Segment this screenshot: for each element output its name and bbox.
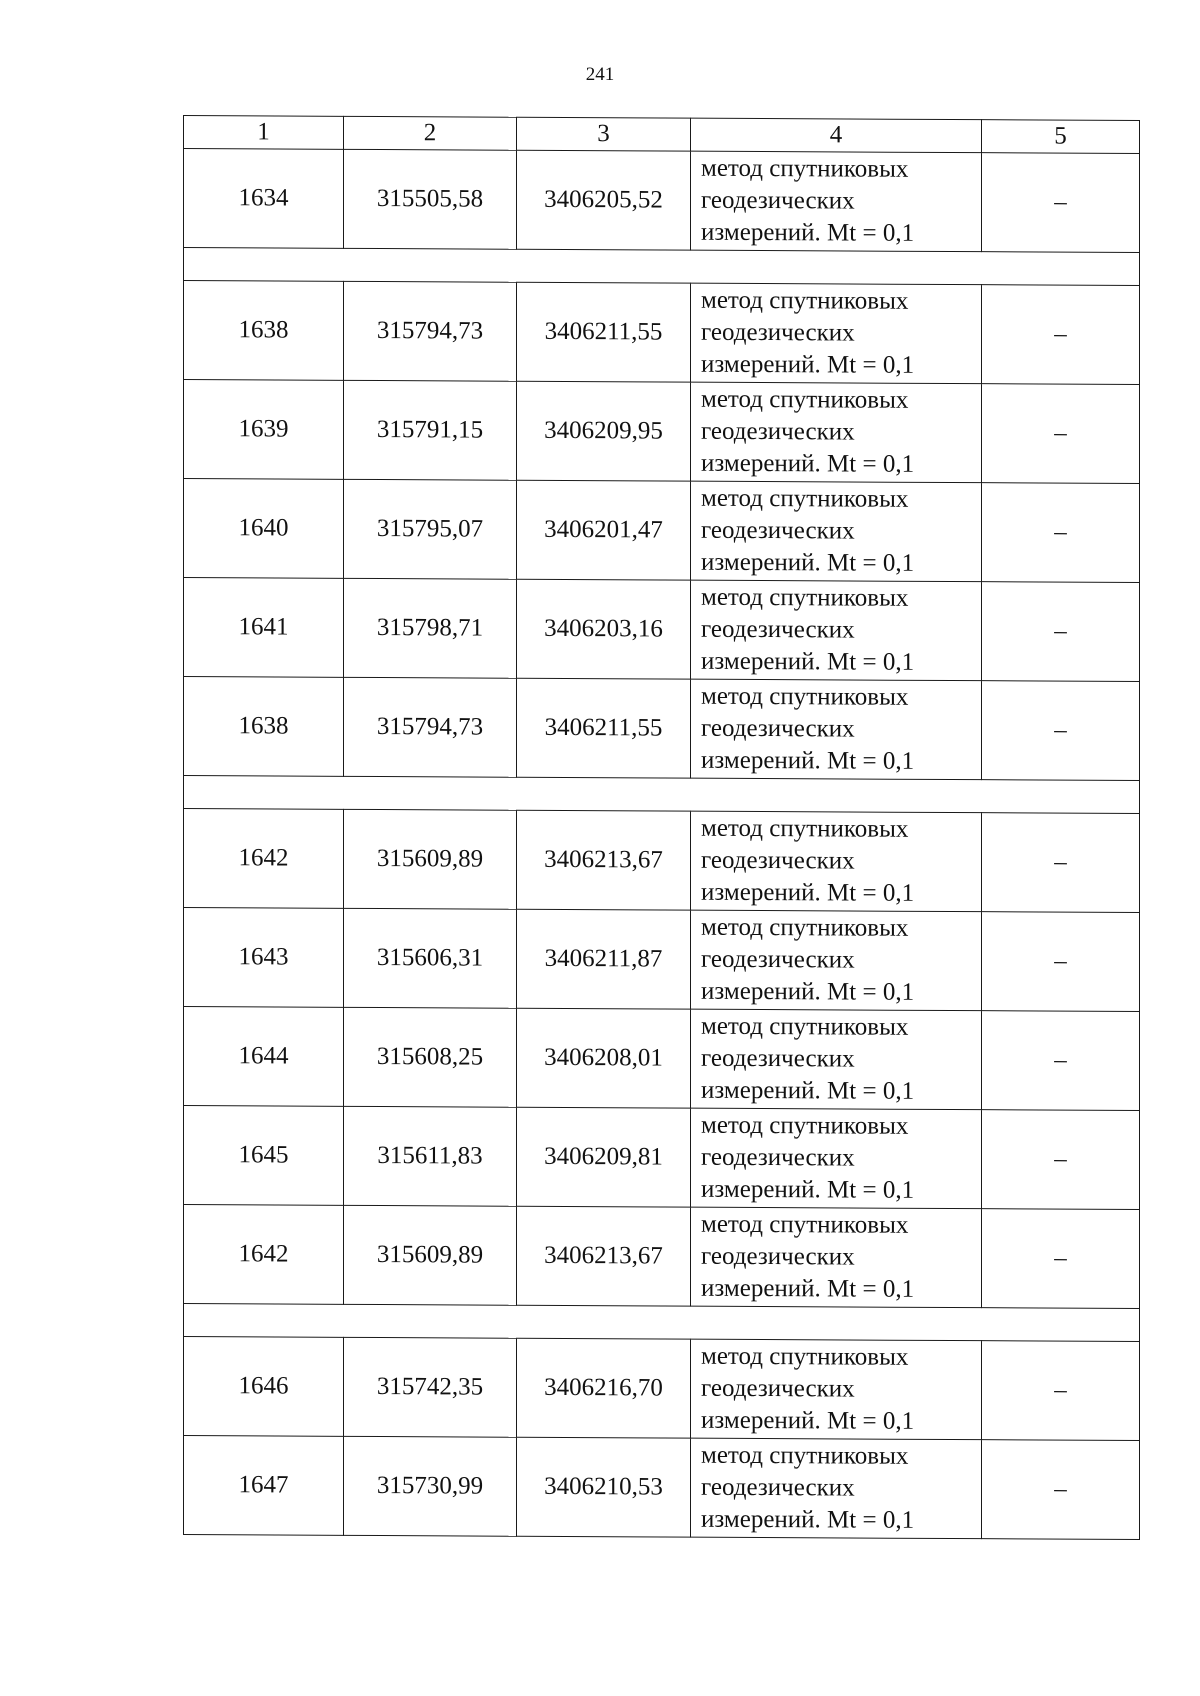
table-row [184, 380, 1140, 484]
point-number-cell: 1643 [184, 908, 344, 1008]
x-coordinate-cell: 315742,35 [344, 1337, 517, 1437]
method-line: измерений. Mt = 0,1 [701, 1175, 915, 1204]
x-coordinate-cell: 315505,58 [344, 149, 517, 249]
y-coordinate-cell: 3406211,55 [517, 282, 691, 382]
column-header: 5 [982, 120, 1140, 154]
method-cell [691, 580, 982, 681]
point-number-cell: 1634 [184, 149, 344, 249]
method-line: метод спутниковых [701, 814, 909, 843]
method-cell [691, 679, 982, 780]
y-coordinate-cell: 3406213,67 [517, 1206, 691, 1306]
method-line: измерений. Mt = 0,1 [701, 1505, 915, 1534]
x-coordinate-cell: 315730,99 [344, 1436, 517, 1536]
point-number-cell: 1646 [184, 1337, 344, 1437]
note-cell: – [982, 153, 1140, 253]
method-line: измерений. Mt = 0,1 [701, 218, 915, 247]
point-number-cell: 1642 [184, 1205, 344, 1305]
page-number: 241 [585, 64, 615, 85]
method-line: геодезических [701, 417, 855, 446]
coordinates-table [183, 115, 1140, 1540]
method-cell [691, 151, 982, 252]
note-cell: – [982, 1440, 1140, 1540]
method-line: измерений. Mt = 0,1 [701, 977, 915, 1006]
point-number-cell: 1642 [184, 809, 344, 909]
section-separator-row [184, 776, 1140, 814]
method-line: метод спутниковых [701, 913, 909, 942]
method-line: геодезических [701, 846, 855, 875]
method-line: геодезических [701, 1374, 855, 1403]
table-row [184, 908, 1140, 1012]
method-line: геодезических [701, 945, 855, 974]
table-row [184, 1106, 1140, 1210]
method-cell [691, 1207, 982, 1308]
table-row [184, 149, 1140, 253]
method-line: измерений. Mt = 0,1 [701, 1274, 915, 1303]
method-line: геодезических [701, 1143, 855, 1172]
table-body [184, 116, 1140, 1540]
point-number-cell: 1640 [184, 479, 344, 579]
method-line: метод спутниковых [701, 1210, 909, 1239]
x-coordinate-cell: 315609,89 [344, 809, 517, 909]
section-separator-row [184, 248, 1140, 286]
method-cell [691, 910, 982, 1011]
table-row [184, 1007, 1140, 1111]
note-cell: – [982, 1011, 1140, 1111]
method-line: измерений. Mt = 0,1 [701, 1406, 915, 1435]
table-row [184, 578, 1140, 682]
column-header: 2 [344, 116, 517, 150]
x-coordinate-cell: 315794,73 [344, 281, 517, 381]
point-number-cell: 1647 [184, 1436, 344, 1536]
method-cell [691, 382, 982, 483]
section-separator-row [184, 1304, 1140, 1342]
note-cell: – [982, 1209, 1140, 1309]
method-line: геодезических [701, 1473, 855, 1502]
method-line: измерений. Mt = 0,1 [701, 548, 915, 577]
method-line: метод спутниковых [701, 1441, 909, 1470]
y-coordinate-cell: 3406208,01 [517, 1008, 691, 1108]
method-line: измерений. Mt = 0,1 [701, 746, 915, 775]
method-line: метод спутниковых [701, 583, 909, 612]
point-number-cell: 1638 [184, 677, 344, 777]
method-line: измерений. Mt = 0,1 [701, 878, 915, 907]
method-line: геодезических [701, 1242, 855, 1271]
x-coordinate-cell: 315791,15 [344, 380, 517, 480]
y-coordinate-cell: 3406211,87 [517, 909, 691, 1009]
note-cell: – [982, 384, 1140, 484]
method-cell [691, 1339, 982, 1440]
method-cell [691, 1438, 982, 1539]
method-line: геодезических [701, 714, 855, 743]
y-coordinate-cell: 3406205,52 [517, 150, 691, 250]
method-line: геодезических [701, 516, 855, 545]
note-cell: – [982, 582, 1140, 682]
note-cell: – [982, 912, 1140, 1012]
table-row [184, 809, 1140, 913]
x-coordinate-cell: 315798,71 [344, 578, 517, 678]
method-line: метод спутниковых [701, 286, 909, 315]
x-coordinate-cell: 315794,73 [344, 677, 517, 777]
method-line: геодезических [701, 1044, 855, 1073]
point-number-cell: 1644 [184, 1007, 344, 1107]
method-line: геодезических [701, 615, 855, 644]
method-line: измерений. Mt = 0,1 [701, 449, 915, 478]
table-row [184, 677, 1140, 781]
method-cell [691, 283, 982, 384]
separator-cell [184, 248, 1140, 286]
note-cell: – [982, 483, 1140, 583]
table-row [184, 479, 1140, 583]
method-cell [691, 1108, 982, 1209]
y-coordinate-cell: 3406209,95 [517, 381, 691, 481]
y-coordinate-cell: 3406216,70 [517, 1338, 691, 1438]
separator-cell [184, 1304, 1140, 1342]
point-number-cell: 1638 [184, 281, 344, 381]
method-line: измерений. Mt = 0,1 [701, 1076, 915, 1105]
column-header: 4 [691, 118, 982, 153]
separator-cell [184, 776, 1140, 814]
method-line: метод спутниковых [701, 1342, 909, 1371]
point-number-cell: 1641 [184, 578, 344, 678]
method-cell [691, 1009, 982, 1110]
method-line: геодезических [701, 186, 855, 215]
x-coordinate-cell: 315609,89 [344, 1205, 517, 1305]
method-cell [691, 811, 982, 912]
y-coordinate-cell: 3406213,67 [517, 810, 691, 910]
method-line: метод спутниковых [701, 682, 909, 711]
method-line: измерений. Mt = 0,1 [701, 647, 915, 676]
note-cell: – [982, 1341, 1140, 1441]
x-coordinate-cell: 315606,31 [344, 908, 517, 1008]
point-number-cell: 1645 [184, 1106, 344, 1206]
x-coordinate-cell: 315611,83 [344, 1106, 517, 1206]
column-header: 1 [184, 116, 344, 150]
note-cell: – [982, 681, 1140, 781]
x-coordinate-cell: 315795,07 [344, 479, 517, 579]
table-row [184, 1205, 1140, 1309]
method-line: метод спутниковых [701, 385, 909, 414]
note-cell: – [982, 285, 1140, 385]
method-line: метод спутниковых [701, 1012, 909, 1041]
column-header: 3 [517, 117, 691, 151]
method-cell [691, 481, 982, 582]
table-row [184, 1436, 1140, 1540]
method-line: метод спутниковых [701, 154, 909, 183]
table-row [184, 281, 1140, 385]
x-coordinate-cell: 315608,25 [344, 1007, 517, 1107]
method-line: измерений. Mt = 0,1 [701, 350, 915, 379]
y-coordinate-cell: 3406209,81 [517, 1107, 691, 1207]
table-row [184, 1337, 1140, 1441]
note-cell: – [982, 1110, 1140, 1210]
y-coordinate-cell: 3406211,55 [517, 678, 691, 778]
y-coordinate-cell: 3406210,53 [517, 1437, 691, 1537]
table-header-row [184, 116, 1140, 154]
method-line: метод спутниковых [701, 484, 909, 513]
method-line: метод спутниковых [701, 1111, 909, 1140]
point-number-cell: 1639 [184, 380, 344, 480]
y-coordinate-cell: 3406203,16 [517, 579, 691, 679]
note-cell: – [982, 813, 1140, 913]
y-coordinate-cell: 3406201,47 [517, 480, 691, 580]
method-line: геодезических [701, 318, 855, 347]
